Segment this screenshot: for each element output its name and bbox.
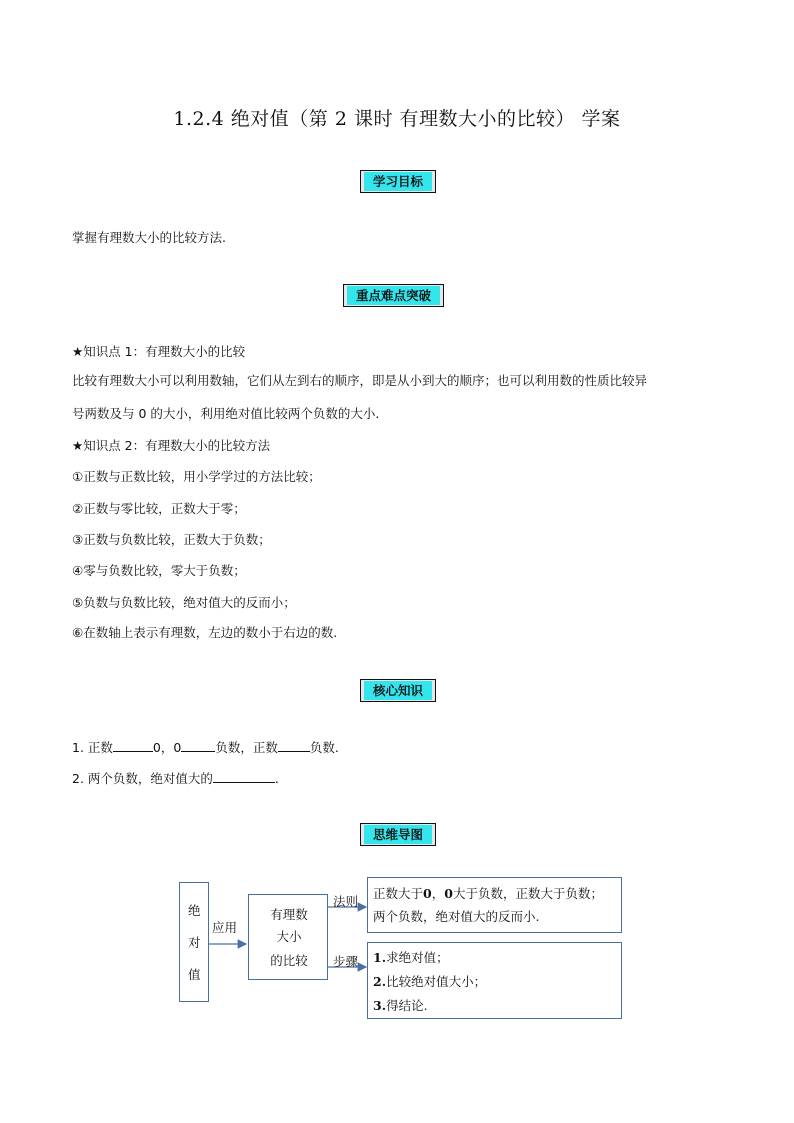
section-header-key-points-label: 重点难点突破 (347, 286, 440, 305)
center-node-comparison (248, 894, 328, 980)
method-item-6: ⑥在数轴上表示有理数，左边的数小于右边的数. (72, 625, 338, 640)
edge-label-apply: 应用 (212, 920, 238, 935)
q1-part-c: 负数，正数 (215, 740, 278, 755)
q1-part-b: 0，0 (152, 740, 182, 755)
root-char-2: 对 (188, 935, 201, 950)
method-item-2: ②正数与零比较，正数大于零； (72, 501, 246, 516)
goals-text: 掌握有理数大小的比较方法. (72, 230, 226, 245)
edge-label-rule: 法则 (333, 894, 359, 909)
knowledge-point-1-line-1: 比较有理数大小可以利用数轴，它们从左到右的顺序，即是从小到大的顺序；也可以利用数的性质比较异 (72, 373, 648, 388)
q2-part-b: . (274, 771, 279, 786)
q1-part-d: 负数. (309, 740, 339, 755)
method-item-4: ④零与负数比较，零大于负数； (72, 563, 246, 578)
method-item-5: ⑤负数与负数比较，绝对值大的反而小； (72, 595, 296, 610)
section-header-core-label: 核心知识 (364, 681, 432, 700)
root-node-absolute-value (179, 882, 209, 1002)
step-3: 3.得结论. (373, 998, 428, 1013)
method-item-1: ①正数与正数比较，用小学学过的方法比较； (72, 469, 321, 484)
knowledge-point-1-line-2: 号两数及与 0 的大小，利用绝对值比较两个负数的大小. (72, 406, 380, 421)
center-line-1: 有理数 (270, 907, 308, 922)
rule-line-2: 两个负数，绝对值大的反而小. (373, 909, 540, 924)
q1-part-a: 1. 正数 (72, 740, 113, 755)
method-item-3: ③正数与负数比较，正数大于负数； (72, 532, 271, 547)
knowledge-point-2-title: ★知识点 2：有理数大小的比较方法 (72, 438, 271, 453)
root-char-3: 值 (188, 967, 201, 982)
root-char-1: 绝 (188, 903, 201, 918)
center-line-3: 的比较 (270, 953, 308, 968)
step-1: 1.求绝对值； (373, 950, 449, 965)
rule-line-1: 正数大于0，0大于负数，正数大于负数； (373, 886, 603, 901)
edge-label-steps: 步骤 (333, 954, 359, 969)
page-title: 1.2.4 绝对值（第 2 课时 有理数大小的比较） 学案 (173, 108, 621, 130)
steps-node (367, 942, 622, 1019)
q2-part-a: 2. 两个负数，绝对值大的 (72, 771, 213, 786)
rule-node (367, 877, 622, 933)
step-2: 2.比较绝对值大小； (373, 974, 487, 989)
section-header-mindmap-label: 思维导图 (364, 825, 432, 844)
center-line-2: 大小 (276, 929, 302, 944)
knowledge-point-1-title: ★知识点 1：有理数大小的比较 (72, 344, 246, 359)
section-header-goals-label: 学习目标 (364, 172, 432, 191)
